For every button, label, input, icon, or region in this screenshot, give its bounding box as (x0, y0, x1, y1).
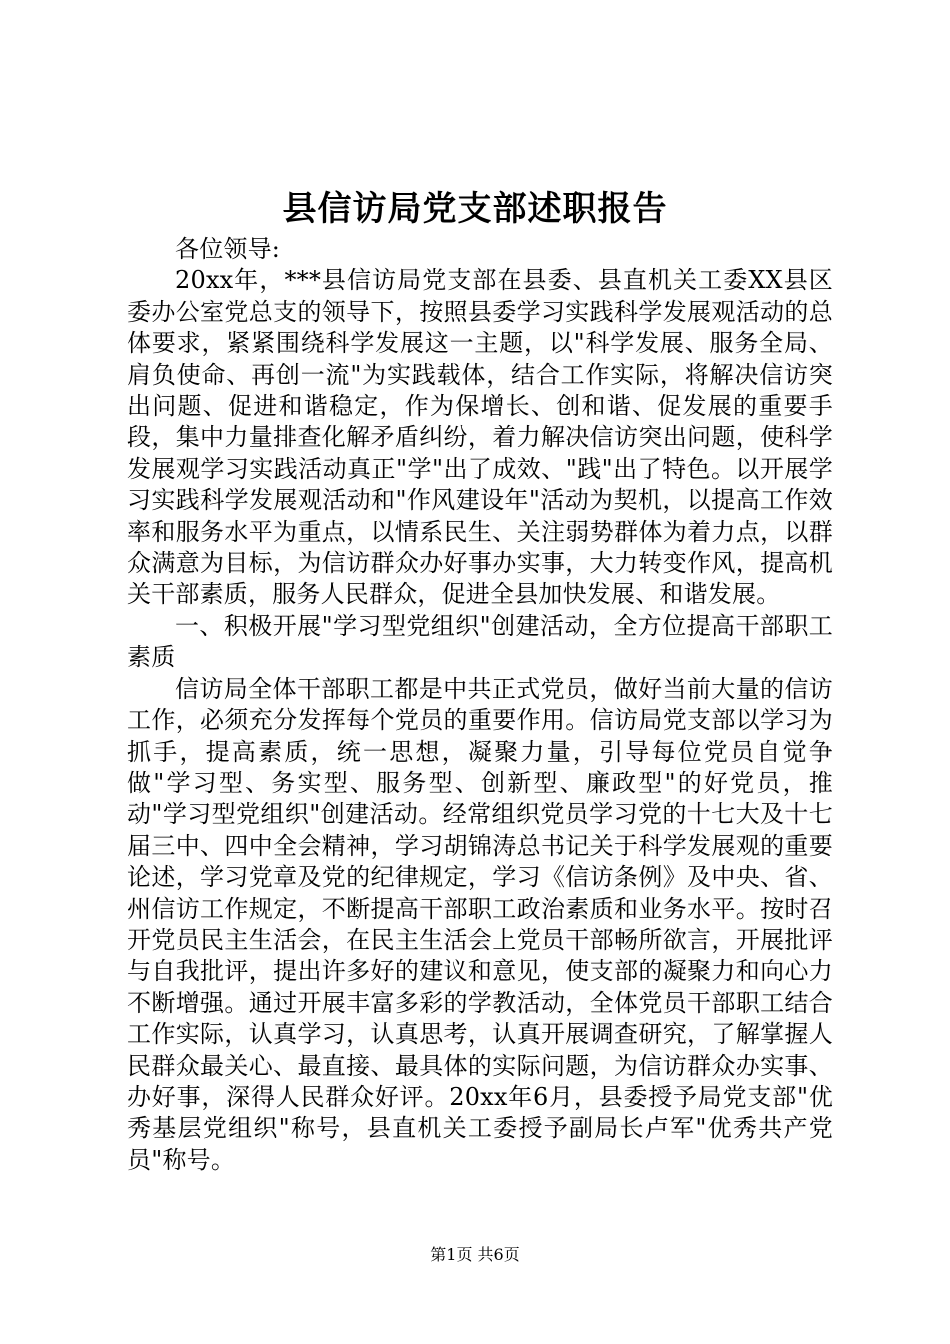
section-1-paragraph: 信访局全体干部职工都是中共正式党员，做好当前大量的信访工作，必须充分发挥每个党员的重要作用。信访局党支部以学习为抓手，提高素质，统一思想，凝聚力量，引导每位党员自觉争做"学习型、务实型、服务型、创新型、廉政型"的好党员，推动"学习型党组织"创建活动。经常组织党员学习党的十七大及十七届三中、四中全会精神，学习胡锦涛总书记关于科学发展观的重要论述，学习党章及党的纪律规定，学习《信访条例》及中央、省、州信访工作规定，不断提高干部职工政治素质和业务水平。按时召开党员民主生活会，在民主生活会上党员干部畅所欲言，开展批评与自我批评，提出许多好的建议和意见，使支部的凝聚力和向心力不断增强。通过开展丰富多彩的学教活动，全体党员干部职工结合工作实际，认真学习，认真思考，认真开展调查研究，了解掌握人民群众最关心、最直接、最具体的实际问题，为信访群众办实事、办好事，深得人民群众好评。20xx年6月，县委授予局党支部"优秀基层党组织"称号，县直机关工委授予副局长卢军"优秀共产党员"称号。 (127, 674, 833, 1174)
salutation-paragraph: 各位领导: (175, 235, 281, 263)
page-number-footer: 第1页 共6页 (430, 1245, 520, 1264)
section-heading-1: 一、积极开展"学习型党组织"创建活动，全方位提高干部职工素质 (127, 611, 833, 672)
document-body (127, 234, 833, 1176)
document-title: 县信访局党支部述职报告 (282, 189, 668, 229)
intro-paragraph: 20xx年，***县信访局党支部在县委、县直机关工委XX县区委办公室党总支的领导下，按照县委学习实践科学发展观活动的总体要求，紧紧围绕科学发展这一主题，以"科学发展、服务全局、肩负使命、再创一流"为实践载体，结合工作实际，将解决信访突出问题、促进和谐稳定，作为保增长、创和谐、促发展的重要手段，集中力量排查化解矛盾纠纷，着力解决信访突出问题，使科学发展观学习实践活动真正"学"出了成效、"践"出了特色。以开展学习实践科学发展观活动和"作风建设年"活动为契机，以提高工作效率和服务水平为重点，以情系民生、关注弱势群体为着力点，以群众满意为目标，为信访群众办好事办实事，大力转变作风，提高机关干部素质，服务人民群众，促进全县加快发展、和谐发展。 (127, 266, 833, 609)
